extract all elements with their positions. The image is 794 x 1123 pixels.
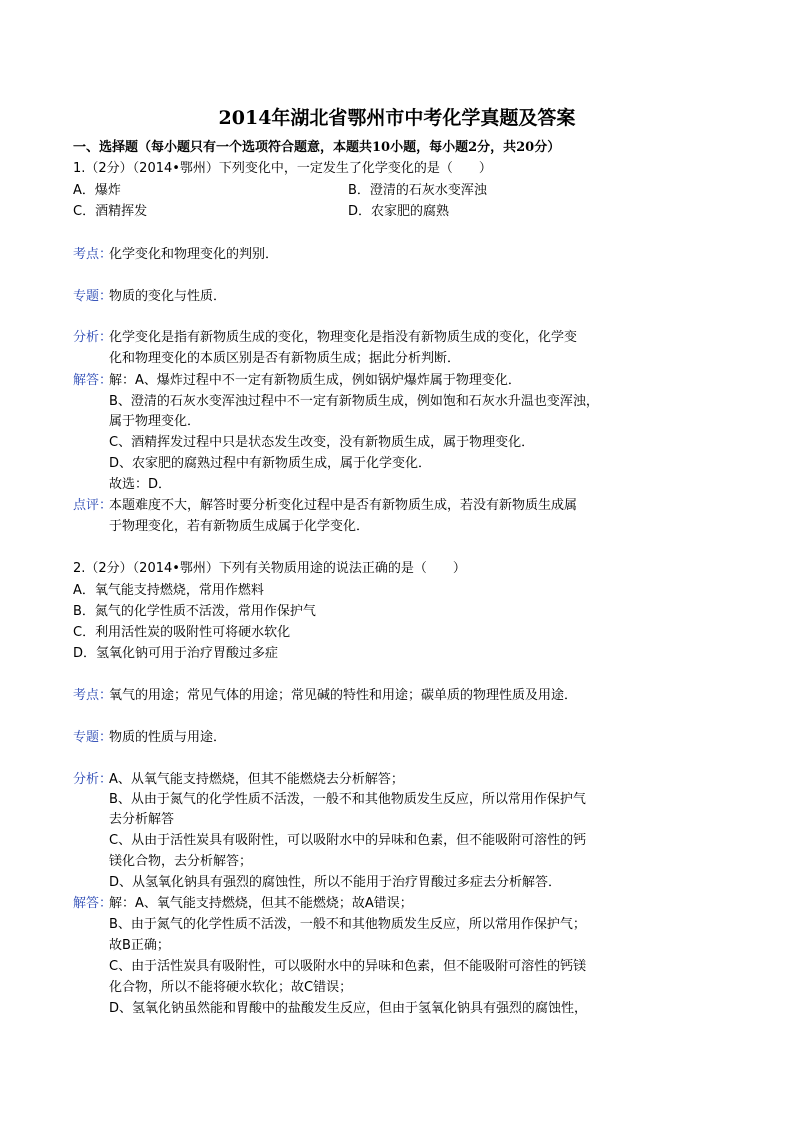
q1-fenxi-line-2: 化和物理变化的本质区别是否有新物质生成；据此分析判断． — [109, 351, 461, 366]
q1-jieda-line-1: 解：A、爆炸过程中不一定有新物质生成，例如锅炉爆炸属于物理变化． — [109, 373, 521, 388]
question-1-stem: 1.（2分）（2014•鄂州）下列变化中，一定发生了化学变化的是（ ） — [73, 161, 492, 176]
q1-dianping-label: 点评： — [73, 498, 113, 513]
q1-zhuanti-label: 专题： — [73, 289, 113, 304]
q1-zhuanti-text: 物质的变化与性质． — [109, 289, 227, 304]
question-2-stem: 2.（2分）（2014•鄂州）下列有关物质用途的说法正确的是（ ） — [73, 561, 466, 576]
document-title: 2014年湖北省鄂州市中考化学真题及答案 — [218, 107, 576, 129]
question-2-option-c: C．利用活性炭的吸附性可将硬水软化 — [73, 625, 291, 640]
q1-jieda-label: 解答： — [73, 373, 113, 388]
q2-jieda-line-5: 化合物，所以不能将硬水软化；故C错误； — [109, 980, 353, 995]
q2-fenxi-line-1: A、从氧气能支持燃烧，但其不能燃烧去分析解答； — [109, 772, 404, 787]
q2-jieda-label: 解答： — [73, 896, 113, 911]
q2-jieda-line-4: C、由于活性炭具有吸附性，可以吸附水中的异味和色素，但不能吸附可溶性的钙镁 — [109, 959, 587, 974]
q1-fenxi-label: 分析： — [73, 330, 113, 345]
q2-fenxi-line-2: B、从由于氮气的化学性质不活泼，一般不和其他物质发生反应，所以常用作保护气 — [109, 792, 586, 807]
section-heading: 一、选择题（每小题只有一个选项符合题意，本题共10小题，每小题2分，共20分） — [73, 140, 561, 155]
q1-dianping-line-2: 于物理变化，若有新物质生成属于化学变化． — [109, 519, 370, 534]
question-2-option-d: D．氢氧化钠可用于治疗胃酸过多症 — [73, 646, 279, 661]
question-2-option-b: B．氮气的化学性质不活泼，常用作保护气 — [73, 604, 316, 619]
q1-jieda-line-3: 属于物理变化． — [109, 414, 201, 429]
q2-jieda-line-6: D、氢氧化钠虽然能和胃酸中的盐酸发生反应，但由于氢氧化钠具有强烈的腐蚀性， — [109, 1001, 588, 1016]
question-2-option-a: A．氧气能支持燃烧，常用作燃料 — [73, 583, 264, 598]
q1-kaodian-text: 化学变化和物理变化的判别． — [109, 247, 279, 262]
q1-dianping-line-1: 本题难度不大，解答时要分析变化过程中是否有新物质生成，若没有新物质生成属 — [109, 498, 578, 513]
q2-jieda-line-2: B、由于氮气的化学性质不活泼，一般不和其他物质发生反应，所以常用作保护气； — [109, 917, 586, 932]
q1-jieda-line-6: 故选：D． — [109, 477, 172, 492]
q1-jieda-line-2: B、澄清的石灰水变浑浊过程中不一定有新物质生成，例如饱和石灰水升温也变浑浊， — [109, 394, 599, 409]
question-1-option-c: C．酒精挥发 — [73, 204, 148, 219]
q2-zhuanti-text: 物质的性质与用途． — [109, 730, 227, 745]
q2-jieda-line-1: 解：A、氧气能支持燃烧，但其不能燃烧；故A错误； — [109, 896, 413, 911]
q2-fenxi-label: 分析： — [73, 772, 113, 787]
q1-jieda-line-4: C、酒精挥发过程中只是状态发生改变，没有新物质生成，属于物理变化． — [109, 435, 535, 450]
q1-fenxi-line-1: 化学变化是指有新物质生成的变化，物理变化是指没有新物质生成的变化，化学变 — [109, 330, 578, 345]
q1-jieda-line-5: D、农家肥的腐熟过程中有新物质生成，属于化学变化． — [109, 456, 432, 471]
q2-jieda-line-3: 故B正确； — [109, 938, 170, 953]
q2-fenxi-line-3: 去分析解答 — [109, 812, 175, 827]
question-1-option-a: A．爆炸 — [73, 183, 121, 198]
q2-kaodian-label: 考点： — [73, 688, 113, 703]
q2-fenxi-line-4: C、从由于活性炭具有吸附性，可以吸附水中的异味和色素，但不能吸附可溶性的钙 — [109, 833, 587, 848]
q2-zhuanti-label: 专题： — [73, 730, 113, 745]
q2-fenxi-line-5: 镁化合物，去分析解答； — [109, 854, 253, 869]
question-1-option-b: B．澄清的石灰水变浑浊 — [348, 183, 487, 198]
q2-fenxi-line-6: D、从氢氧化钠具有强烈的腐蚀性，所以不能用于治疗胃酸过多症去分析解答． — [109, 875, 562, 890]
question-1-option-d: D．农家肥的腐熟 — [348, 204, 450, 219]
q1-kaodian-label: 考点： — [73, 247, 113, 262]
q2-kaodian-text: 氧气的用途；常见气体的用途；常见碱的特性和用途；碳单质的物理性质及用途． — [109, 688, 578, 703]
